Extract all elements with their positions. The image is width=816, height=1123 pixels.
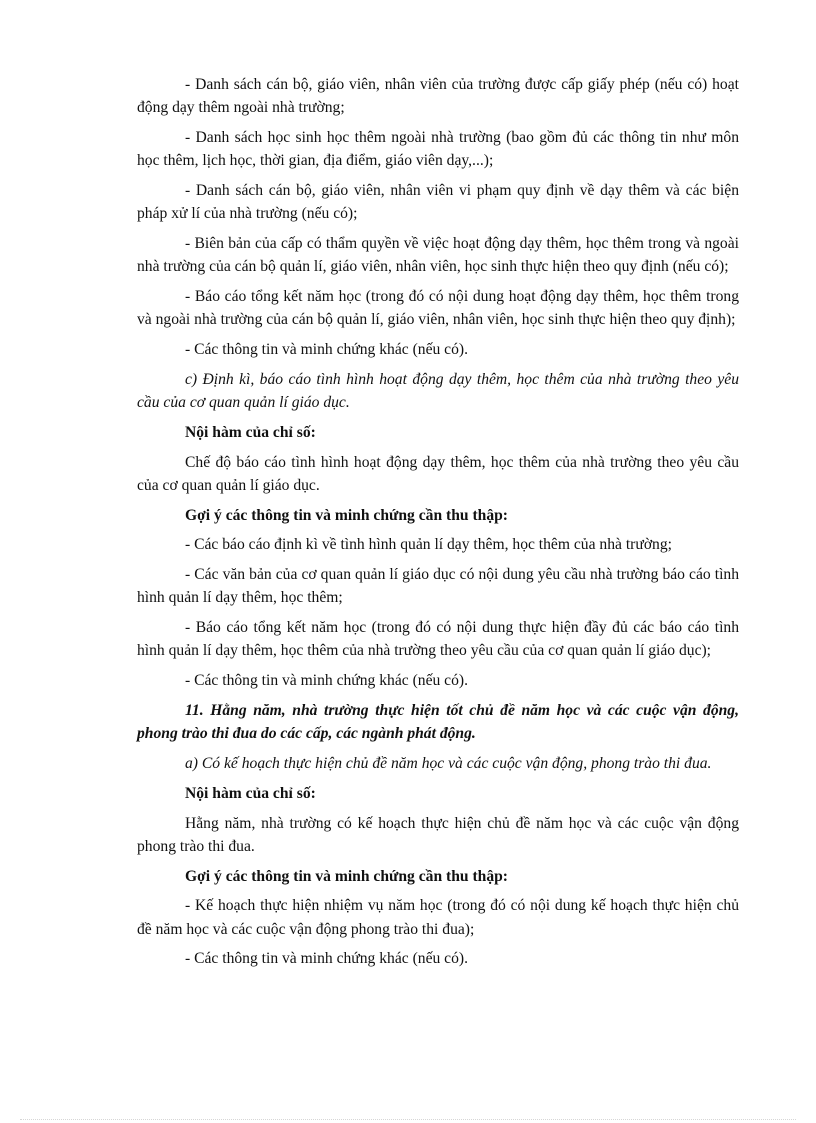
indicator-title: a) Có kế hoạch thực hiện chủ đề năm học và các cuộc vận động, phong trào thi đua.: [185, 754, 712, 772]
criterion-title: 11. Hằng năm, nhà trường thực hiện tốt chủ đề năm học và các cuộc vận động, phong trào thi đua do các cấp, các ngành phát động.: [137, 701, 739, 743]
section-heading: Gợi ý các thông tin và minh chứng cần thu thập:: [185, 867, 508, 885]
evidence-item: - Các báo cáo định kì về tình hình quản lí dạy thêm, học thêm của nhà trường;: [185, 536, 672, 554]
document-body: [137, 73, 739, 977]
evidence-item: - Các thông tin và minh chứng khác (nếu có).: [185, 950, 468, 968]
evidence-item: - Danh sách cán bộ, giáo viên, nhân viên của trường được cấp giấy phép (nếu có) hoạt động dạy thêm ngoài nhà trường;: [137, 76, 739, 117]
evidence-item: - Danh sách cán bộ, giáo viên, nhân viên vi phạm quy định về dạy thêm và các biện pháp xử lí của nhà trường (nếu có);: [137, 182, 739, 223]
body-paragraph: Chế độ báo cáo tình hình hoạt động dạy thêm, học thêm của nhà trường theo yêu cầu của cơ quan quản lí giáo dục.: [137, 453, 739, 494]
page-bottom-divider: [20, 1119, 796, 1120]
section-heading: Nội hàm của chỉ số:: [185, 784, 316, 802]
indicator-title: c) Định kì, báo cáo tình hình hoạt động dạy thêm, học thêm của nhà trường theo yêu cầu của cơ quan quản lí giáo dục.: [137, 370, 739, 411]
evidence-item: - Các thông tin và minh chứng khác (nếu có).: [185, 672, 468, 690]
section-heading: Gợi ý các thông tin và minh chứng cần thu thập:: [185, 506, 508, 524]
body-paragraph: Hằng năm, nhà trường có kế hoạch thực hiện chủ đề năm học và các cuộc vận động phong trào thi đua.: [137, 814, 739, 855]
evidence-item: - Các văn bản của cơ quan quản lí giáo dục có nội dung yêu cầu nhà trường báo cáo tình hình quản lí dạy thêm, học thêm;: [137, 566, 739, 607]
evidence-item: - Biên bản của cấp có thẩm quyền về việc hoạt động dạy thêm, học thêm trong và ngoài nhà trường của cán bộ quản lí, giáo viên, nhân viên, học sinh thực hiện theo quy định (nếu có);: [137, 235, 739, 276]
evidence-item: - Báo cáo tổng kết năm học (trong đó có nội dung hoạt động dạy thêm, học thêm trong và ngoài nhà trường của cán bộ quản lí, giáo viên, nhân viên, học sinh thực hiện theo quy định);: [137, 288, 739, 329]
evidence-item: - Kế hoạch thực hiện nhiệm vụ năm học (trong đó có nội dung kế hoạch thực hiện chủ đề năm học và các cuộc vận động phong trào thi đua);: [137, 897, 739, 938]
evidence-item: - Các thông tin và minh chứng khác (nếu có).: [185, 341, 468, 358]
evidence-item: - Báo cáo tổng kết năm học (trong đó có nội dung thực hiện đầy đủ các báo cáo tình hình quản lí dạy thêm, học thêm của nhà trường theo yêu cầu của cơ quan quản lí giáo dục);: [137, 619, 739, 660]
section-heading: Nội hàm của chỉ số:: [185, 423, 316, 441]
evidence-item: - Danh sách học sinh học thêm ngoài nhà trường (bao gồm đủ các thông tin như môn học thêm, lịch học, thời gian, địa điểm, giáo viên dạy,...);: [137, 129, 739, 170]
